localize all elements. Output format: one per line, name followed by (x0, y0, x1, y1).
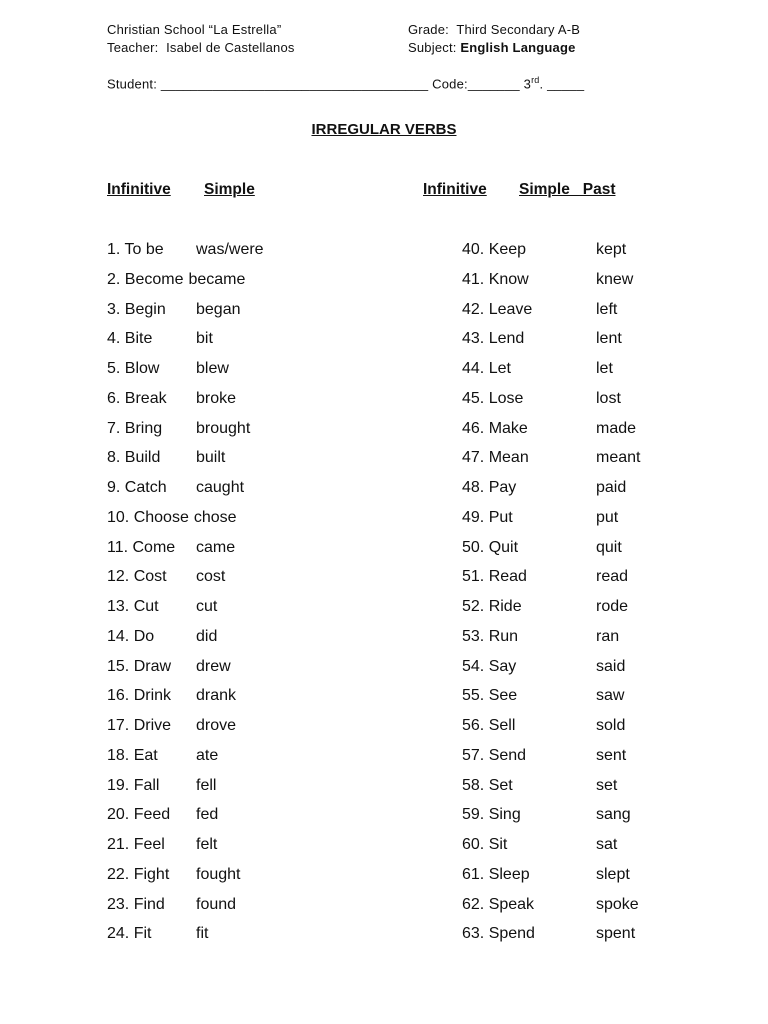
right-col-infinitive-header: Infinitive (423, 181, 487, 198)
verb-row (107, 414, 407, 444)
student-field: Student: ____________________________________ (107, 76, 429, 92)
verb-row (107, 622, 407, 652)
verb-past: chose (193, 508, 237, 526)
verb-row (462, 741, 722, 771)
verb-infinitive: 16. Drink (107, 687, 172, 705)
verb-row (107, 354, 407, 384)
verb-row (462, 235, 722, 265)
verb-infinitive: 56. Sell (462, 717, 516, 734)
verb-infinitive: 43. Lend (462, 330, 525, 348)
verb-past: blew (196, 360, 229, 377)
verb-row (462, 443, 722, 473)
verb-past: slept (596, 865, 630, 883)
verb-row (462, 800, 722, 830)
verb-past: fell (196, 776, 217, 794)
subject-value: English Language (460, 40, 576, 55)
teacher-name: Isabel de Castellanos (166, 40, 295, 55)
verb-list-right (462, 235, 722, 949)
verb-row (107, 443, 407, 473)
verb-infinitive: 42. Leave (462, 300, 533, 318)
verb-row (462, 681, 722, 711)
verb-row (462, 592, 722, 622)
verb-infinitive: 4. Bite (107, 330, 153, 348)
verb-past: let (596, 360, 613, 377)
verb-row (107, 503, 407, 533)
subject-line (408, 40, 576, 55)
verb-infinitive: 63. Spend (462, 925, 535, 943)
verb-past: spoke (596, 895, 639, 913)
verb-past: sold (596, 717, 626, 734)
verb-row (462, 414, 722, 444)
verb-row (462, 652, 722, 682)
verb-infinitive: 2. Become (107, 270, 184, 288)
verb-row (462, 830, 722, 860)
verb-infinitive: 54. Say (462, 657, 517, 675)
verb-past: sang (596, 806, 631, 824)
verb-infinitive: 10. Choose (107, 508, 189, 526)
verb-past: came (196, 538, 236, 556)
verb-row (462, 384, 722, 414)
verb-past: lost (596, 389, 621, 407)
verb-row (462, 503, 722, 533)
verb-infinitive: 17. Drive (107, 717, 172, 734)
grade-blank-suffix: . _____ (539, 76, 585, 92)
verb-infinitive: 51. Read (462, 568, 527, 586)
verb-infinitive: 13. Cut (107, 598, 159, 615)
verb-infinitive: 15. Draw (107, 657, 172, 675)
verb-infinitive: 22. Fight (107, 865, 170, 883)
verb-infinitive: 46. Make (462, 419, 528, 437)
teacher-line (107, 40, 295, 55)
teacher-label: Teacher: (107, 40, 159, 55)
verb-row (107, 235, 407, 265)
verb-infinitive: 62. Speak (462, 895, 535, 913)
verb-infinitive: 44. Let (462, 360, 511, 377)
verb-past: kept (596, 241, 627, 258)
verb-row (107, 324, 407, 354)
verb-infinitive: 20. Feed (107, 806, 171, 824)
grade-label: Grade: (408, 22, 449, 37)
verb-past: ran (596, 627, 620, 645)
verb-past: became (188, 270, 246, 288)
verb-row (462, 354, 722, 384)
verb-row (107, 592, 407, 622)
verb-past: was/were (196, 241, 264, 258)
verb-row (107, 800, 407, 830)
verb-past: found (196, 895, 237, 913)
verb-past: knew (596, 270, 634, 288)
verb-row (462, 919, 722, 949)
verb-infinitive: 24. Fit (107, 925, 152, 943)
verb-infinitive: 19. Fall (107, 776, 160, 794)
verb-infinitive: 48. Pay (462, 479, 517, 496)
grade-blank-prefix: 3 (523, 76, 532, 92)
left-col-simple-header: Simple (204, 181, 255, 198)
verb-row (107, 562, 407, 592)
verb-infinitive: 6. Break (107, 389, 167, 407)
verb-row (107, 919, 407, 949)
verb-infinitive: 53. Run (462, 627, 519, 645)
verb-infinitive: 61. Sleep (462, 865, 530, 883)
verb-infinitive: 47. Mean (462, 449, 529, 467)
verb-past: began (196, 300, 241, 318)
verb-past: drove (196, 717, 237, 734)
verb-row (107, 652, 407, 682)
subject-label: Subject: (408, 40, 457, 55)
verb-infinitive: 49. Put (462, 508, 513, 526)
right-col-simple-past-header: Simple Past (519, 181, 616, 198)
verb-row (107, 830, 407, 860)
verb-past: brought (196, 419, 251, 437)
verb-past: sent (596, 746, 627, 764)
grade-line (408, 22, 580, 37)
verb-row (462, 473, 722, 503)
verb-past: left (596, 300, 618, 318)
verb-row (462, 265, 722, 295)
page-title: IRREGULAR VERBS (311, 121, 457, 138)
verb-past: sat (596, 836, 618, 853)
verb-infinitive: 3. Begin (107, 300, 166, 318)
verb-row (107, 533, 407, 563)
student-line (107, 75, 584, 91)
verb-infinitive: 59. Sing (462, 806, 521, 824)
verb-past: did (196, 627, 218, 645)
verb-row (107, 295, 407, 325)
verb-past: ate (196, 746, 219, 764)
verb-row (462, 295, 722, 325)
verb-past: put (596, 508, 619, 526)
verb-row (107, 711, 407, 741)
verb-infinitive: 57. Send (462, 746, 527, 764)
verb-past: set (596, 776, 618, 794)
verb-past: cut (196, 598, 218, 615)
verb-row (462, 324, 722, 354)
school-name-text: Christian School “La Estrella” (107, 22, 282, 37)
left-col-infinitive-header: Infinitive (107, 181, 171, 198)
verb-row (107, 860, 407, 890)
verb-row (462, 771, 722, 801)
verb-infinitive: 7. Bring (107, 419, 163, 437)
verb-infinitive: 5. Blow (107, 360, 160, 377)
verb-row (107, 741, 407, 771)
verb-past: quit (596, 538, 622, 556)
verb-past: drank (196, 687, 237, 705)
verb-infinitive: 52. Ride (462, 598, 522, 615)
verb-infinitive: 18. Eat (107, 746, 158, 764)
verb-past: lent (596, 330, 622, 348)
verb-past: caught (196, 479, 245, 496)
verb-past: drew (196, 657, 231, 675)
verb-row (107, 384, 407, 414)
verb-row (462, 533, 722, 563)
verb-row (462, 562, 722, 592)
verb-infinitive: 1. To be (107, 241, 164, 258)
verb-list-left (107, 235, 407, 949)
verb-past: meant (596, 449, 641, 467)
verb-infinitive: 9. Catch (107, 479, 167, 496)
school-name (107, 22, 281, 37)
verb-infinitive: 21. Feel (107, 836, 165, 853)
verb-past: built (196, 449, 226, 467)
verb-row (107, 265, 407, 295)
verb-infinitive: 40. Keep (462, 241, 527, 258)
verb-infinitive: 11. Come (107, 538, 176, 556)
verb-past: cost (196, 568, 226, 586)
verb-infinitive: 41. Know (462, 270, 529, 288)
verb-past: said (596, 657, 626, 675)
verb-row (462, 711, 722, 741)
verb-infinitive: 45. Lose (462, 389, 524, 407)
verb-infinitive: 14. Do (107, 627, 155, 645)
verb-past: paid (596, 479, 627, 496)
verb-infinitive: 23. Find (107, 895, 165, 913)
verb-infinitive: 8. Build (107, 449, 161, 467)
verb-row (107, 681, 407, 711)
verb-past: fit (196, 925, 209, 943)
grade-blank-sup: rd (531, 75, 540, 85)
verb-row (107, 890, 407, 920)
verb-infinitive: 55. See (462, 687, 518, 705)
verb-infinitive: 58. Set (462, 776, 513, 794)
verb-past: saw (596, 687, 625, 705)
verb-row (462, 890, 722, 920)
verb-row (107, 771, 407, 801)
verb-past: bit (196, 330, 213, 348)
verb-infinitive: 50. Quit (462, 538, 519, 556)
code-field: Code:_______ (432, 76, 520, 92)
verb-past: spent (596, 925, 636, 943)
verb-past: read (596, 568, 629, 586)
verb-past: felt (196, 836, 218, 853)
verb-infinitive: 60. Sit (462, 836, 508, 853)
verb-past: broke (196, 389, 237, 407)
verb-row (107, 473, 407, 503)
verb-past: rode (596, 598, 629, 615)
verb-infinitive: 12. Cost (107, 568, 167, 586)
verb-past: fed (196, 806, 219, 824)
verb-row (462, 622, 722, 652)
verb-past: made (596, 419, 637, 437)
grade-value: Third Secondary A-B (456, 22, 581, 37)
verb-past: fought (196, 865, 241, 883)
verb-row (462, 860, 722, 890)
